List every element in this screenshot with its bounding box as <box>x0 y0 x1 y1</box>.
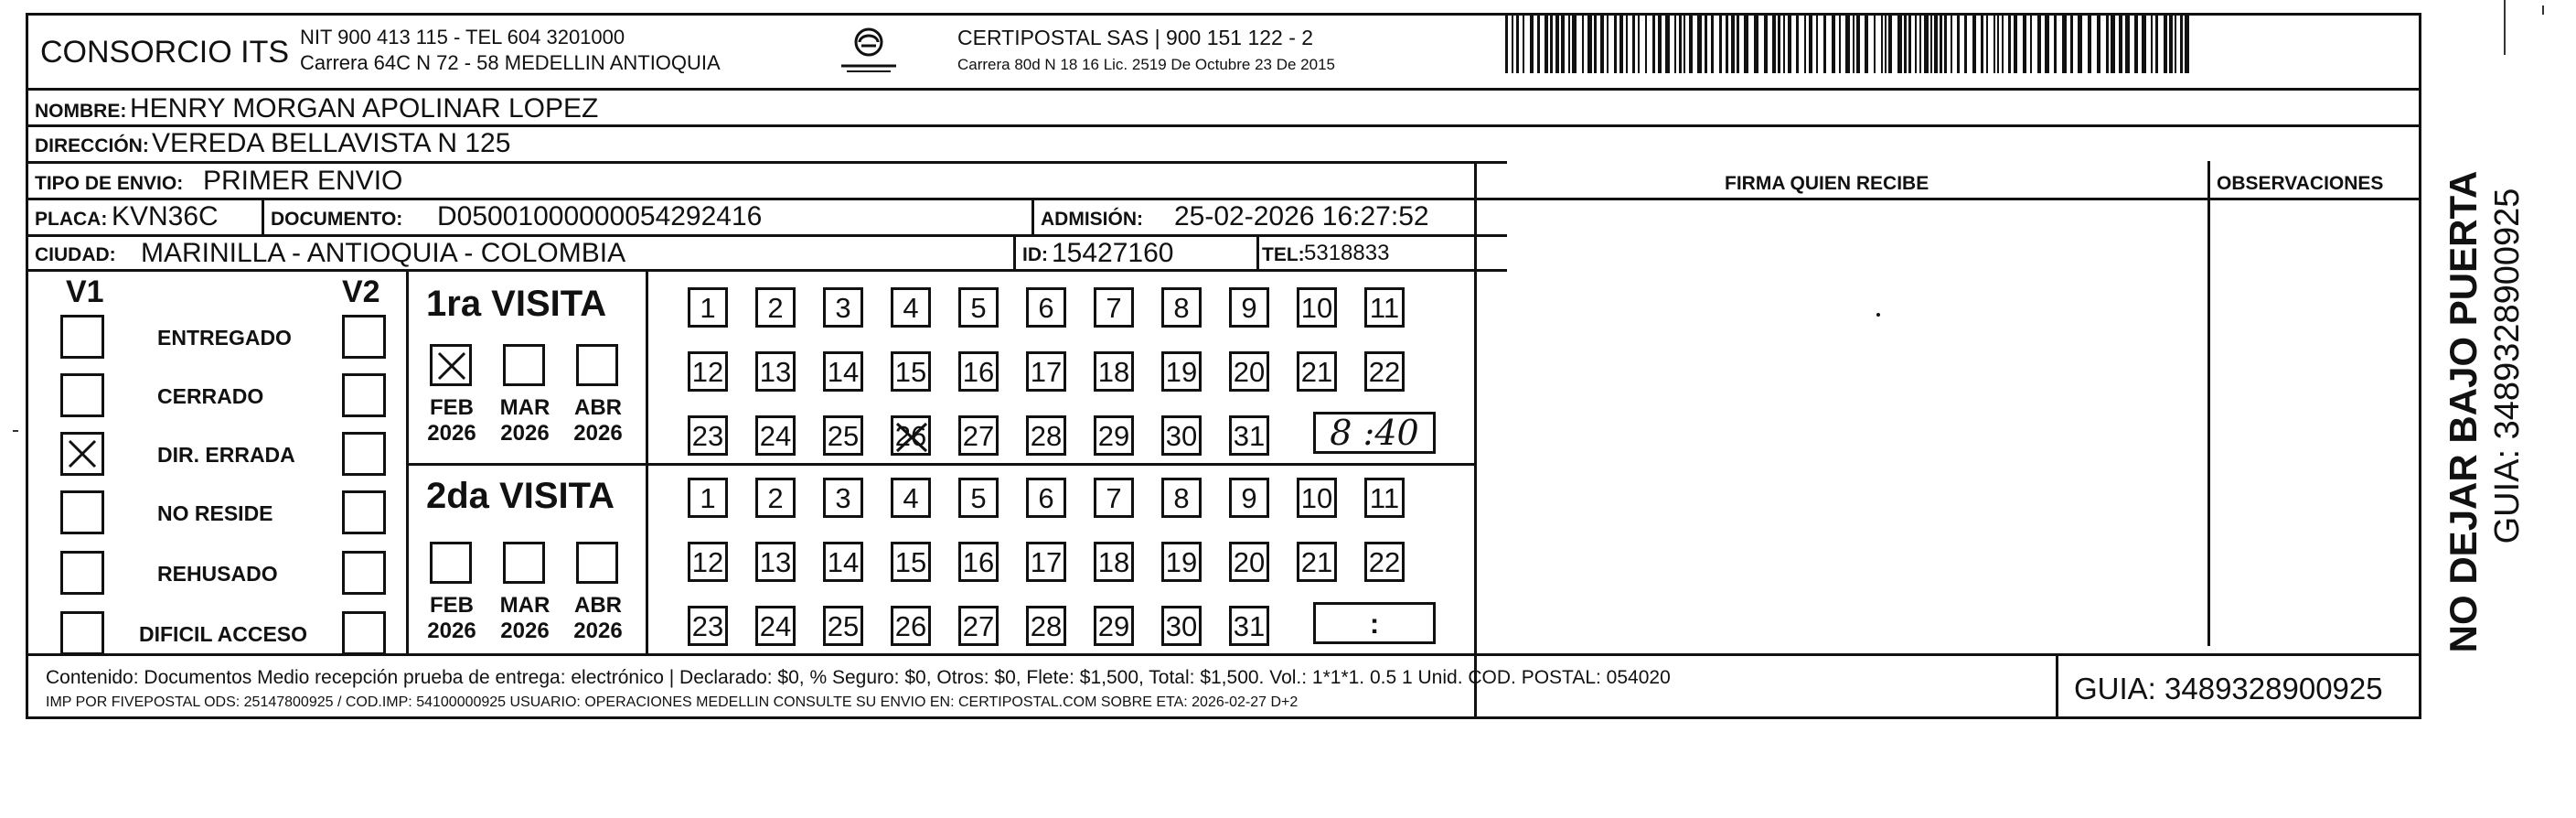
barcode-bar <box>1957 13 1960 73</box>
day-box[interactable]: 15 <box>891 351 931 392</box>
status-label: DIFICIL ACCESO <box>139 622 308 646</box>
day-box[interactable]: 12 <box>688 351 728 392</box>
v2-header: V2 <box>342 274 380 309</box>
barcode-bar <box>2037 13 2041 73</box>
day-box[interactable]: 11 <box>1364 478 1405 518</box>
admision-value: 25-02-2026 16:27:52 <box>1174 201 1429 231</box>
day-box[interactable]: 6 <box>1026 287 1066 328</box>
barcode-bar <box>1537 13 1540 73</box>
barcode-bar <box>1555 13 1559 73</box>
barcode-bar <box>1505 13 1508 73</box>
day-box[interactable]: 18 <box>1094 542 1134 582</box>
barcode-bar <box>1919 13 1921 73</box>
day-box[interactable]: 11 <box>1364 287 1405 328</box>
scan-mark <box>2542 5 2544 15</box>
barcode-bar <box>2023 13 2026 73</box>
id-label: ID: <box>1022 244 1048 265</box>
day-box[interactable]: 2 <box>755 287 796 328</box>
barcode-bar <box>1697 13 1702 73</box>
col-line <box>646 269 648 653</box>
barcode-bar <box>1964 13 1967 73</box>
barcode-bar <box>1568 13 1570 73</box>
barcode-bar <box>1587 13 1592 73</box>
barcode-bar <box>1550 13 1553 73</box>
status-label: ENTREGADO <box>157 326 292 350</box>
barcode-bar <box>1582 13 1584 73</box>
barcode-bar <box>2014 13 2017 73</box>
barcode-bar <box>2142 13 2146 73</box>
day-box[interactable]: 28 <box>1026 415 1066 456</box>
day-box[interactable]: 13 <box>755 351 796 392</box>
v1-checkbox[interactable] <box>60 315 104 359</box>
day-box[interactable]: 10 <box>1297 478 1337 518</box>
certipostal-line2: Carrera 80d N 18 16 Lic. 2519 De Octubre 23 De 2015 <box>957 56 1335 73</box>
day-box[interactable]: 22 <box>1364 351 1405 392</box>
id-value: 15427160 <box>1052 238 1174 268</box>
barcode-bar <box>1951 13 1952 73</box>
direccion-label: DIRECCIÓN: <box>35 135 149 156</box>
day-box[interactable]: 31 <box>1229 415 1269 456</box>
month-year: 2026 <box>500 421 550 446</box>
barcode-bar <box>1705 13 1707 73</box>
v2-checkbox[interactable] <box>342 490 386 534</box>
barcode-bar <box>2097 13 2100 73</box>
day-box[interactable]: 29 <box>1094 606 1134 646</box>
month-name: ABR <box>574 593 622 618</box>
documento-value: D05001000000054292416 <box>437 201 763 231</box>
nombre-label: NOMBRE: <box>35 101 127 122</box>
day-box[interactable]: 26 <box>891 415 931 456</box>
nombre-value: HENRY MORGAN APOLINAR LOPEZ <box>130 93 599 124</box>
v1-checkbox[interactable] <box>60 611 104 655</box>
barcode-bar <box>1881 13 1883 73</box>
day-box[interactable]: 24 <box>755 606 796 646</box>
day-box[interactable]: 14 <box>823 542 863 582</box>
barcode-bar <box>2002 13 2004 73</box>
v1-checkbox[interactable] <box>60 432 104 476</box>
day-box[interactable]: 26 <box>891 606 931 646</box>
barcode-bar <box>1853 13 1855 73</box>
placa-label: PLACA: <box>35 209 108 230</box>
barcode-bar <box>2180 13 2183 73</box>
row-line <box>26 124 2421 127</box>
barcode-bar <box>1523 13 1524 73</box>
day-box[interactable]: 30 <box>1161 606 1202 646</box>
col-line <box>406 269 409 653</box>
barcode-bar <box>2169 13 2173 73</box>
day-box[interactable]: 1 <box>688 287 728 328</box>
firma-header: FIRMA QUIEN RECIBE <box>1725 173 1929 194</box>
barcode-bar <box>1626 13 1628 73</box>
barcode-bar <box>1754 13 1758 73</box>
barcode-bar <box>1924 13 1929 73</box>
barcode-bar <box>2111 13 2115 73</box>
barcode-bar <box>1940 13 1942 73</box>
admision-label: ADMISIÓN: <box>1041 209 1143 230</box>
direccion-value: VEREDA BELLAVISTA N 125 <box>152 128 511 158</box>
barcode-bar <box>1561 13 1565 73</box>
barcode-bar <box>1512 13 1513 73</box>
barcode-bar <box>1737 13 1739 73</box>
day-box[interactable]: 13 <box>755 542 796 582</box>
day-box[interactable]: 28 <box>1026 606 1066 646</box>
row-line <box>26 198 1507 200</box>
day-box[interactable]: 7 <box>1094 478 1134 518</box>
barcode-bar <box>2151 13 2153 73</box>
ciudad-label: CIUDAD: <box>35 244 116 265</box>
month-year: 2026 <box>427 619 476 643</box>
month-year: 2026 <box>573 421 623 446</box>
barcode-bar <box>1796 13 1799 73</box>
visit1-title: 1ra VISITA <box>426 284 607 324</box>
visit1-time-box[interactable]: 8 :40 <box>1313 412 1436 454</box>
barcode-bar <box>1783 13 1785 73</box>
barcode-bar <box>1614 13 1617 73</box>
day-box[interactable]: 23 <box>688 606 728 646</box>
barcode-bar <box>1788 13 1791 73</box>
day-box[interactable]: 18 <box>1094 351 1134 392</box>
barcode-bar <box>1993 13 1995 73</box>
barcode-bar <box>2008 13 2011 73</box>
certipostal-logo <box>839 26 898 75</box>
barcode-bar <box>1832 13 1835 73</box>
barcode-bar <box>1638 13 1640 73</box>
col-line <box>1256 234 1259 269</box>
scan-mark <box>13 430 18 432</box>
barcode-bar <box>1986 13 1988 73</box>
footer-guia: GUIA: 3489328900925 <box>2074 672 2383 705</box>
signature-dot <box>1876 313 1880 317</box>
day-box[interactable]: 21 <box>1297 542 1337 582</box>
month-checkbox[interactable] <box>503 542 545 584</box>
day-box[interactable]: 9 <box>1229 478 1269 518</box>
day-box[interactable]: 4 <box>891 287 931 328</box>
month-name: MAR <box>499 593 550 618</box>
barcode-bar <box>2125 13 2130 73</box>
day-box[interactable]: 23 <box>688 415 728 456</box>
barcode-bar <box>1594 13 1597 73</box>
barcode-bar <box>2062 13 2067 73</box>
v1-checkbox[interactable] <box>60 490 104 534</box>
day-mark <box>893 418 930 455</box>
month-year: 2026 <box>500 619 550 643</box>
day-box[interactable]: 30 <box>1161 415 1202 456</box>
barcode-bar <box>1731 13 1735 73</box>
col-line <box>2207 161 2210 646</box>
barcode-bar <box>1856 13 1860 73</box>
side-guia: GUIA: 3489328900925 <box>2488 188 2527 544</box>
day-box[interactable]: 20 <box>1229 351 1269 392</box>
barcode-bar <box>2134 13 2138 73</box>
barcode-bar <box>1726 13 1728 73</box>
v2-checkbox[interactable] <box>342 315 386 359</box>
v1-checkbox[interactable] <box>60 551 104 595</box>
month-checkbox[interactable] <box>430 344 472 386</box>
barcode-bar <box>1665 13 1670 73</box>
footer-line1: Contenido: Documentos Medio recepción prueba de entrega: electrónico | Declarado: $0, % Seguro: $0, Otros: $0, Flete: $1,500, Total: $1,500. Vol.: 1*1*1. 0.5 1 Unid. COD. POSTAL: 054020 <box>46 667 1671 688</box>
barcode-bar <box>1997 13 1999 73</box>
row-line <box>26 234 1507 237</box>
day-box[interactable]: 9 <box>1229 287 1269 328</box>
day-box[interactable]: 12 <box>688 542 728 582</box>
barcode-bar <box>2164 13 2167 73</box>
day-box[interactable]: 8 <box>1161 287 1202 328</box>
status-label: NO RESIDE <box>157 501 273 525</box>
day-box[interactable]: 21 <box>1297 351 1337 392</box>
barcode-bar <box>1645 13 1647 73</box>
month-year: 2026 <box>573 619 623 643</box>
barcode-bar <box>1683 13 1685 73</box>
barcode-bar <box>1885 13 1887 73</box>
day-box[interactable]: 8 <box>1161 478 1202 518</box>
day-box[interactable]: 29 <box>1094 415 1134 456</box>
v2-checkbox[interactable] <box>342 373 386 417</box>
barcode-bar <box>1658 13 1662 73</box>
v2-checkbox[interactable] <box>342 611 386 655</box>
barcode-bar <box>1904 13 1907 73</box>
barcode-bar <box>1600 13 1604 73</box>
month-checkbox[interactable] <box>503 344 545 386</box>
day-box[interactable]: 10 <box>1297 287 1337 328</box>
barcode-bar <box>2070 13 2073 73</box>
col-line <box>262 198 264 234</box>
day-box[interactable]: 5 <box>958 287 999 328</box>
day-box[interactable]: 15 <box>891 542 931 582</box>
barcode-bar <box>1545 13 1548 73</box>
row-line <box>26 269 1507 272</box>
barcode <box>1505 13 2200 81</box>
month-checkbox[interactable] <box>430 542 472 584</box>
tel-value: 5318833 <box>1304 241 1390 265</box>
row-line <box>26 161 1507 164</box>
day-box[interactable]: 6 <box>1026 478 1066 518</box>
barcode-bar <box>1674 13 1676 73</box>
month-year: 2026 <box>427 421 476 446</box>
day-box[interactable]: 19 <box>1161 351 1202 392</box>
day-box[interactable]: 1 <box>688 478 728 518</box>
barcode-bar <box>1915 13 1917 73</box>
month-checkbox[interactable] <box>576 542 618 584</box>
status-label: CERRADO <box>157 384 264 408</box>
col-line <box>1474 161 1477 719</box>
company-line1: NIT 900 413 115 - TEL 604 3201000 <box>300 26 625 48</box>
visit2-title: 2da VISITA <box>426 476 615 516</box>
barcode-bar <box>1744 13 1748 73</box>
footer-line2: IMP POR FIVEPOSTAL ODS: 25147800925 / COD.IMP: 54100000925 USUARIO: OPERACIONES MEDELLIN CONSULTE SU ENVIO EN: CERTIPOSTAL.COM SOBRE ETA: 2026-02-27 D+2 <box>46 694 1299 710</box>
placa-value: KVN36C <box>112 201 219 231</box>
barcode-bar <box>1689 13 1693 73</box>
barcode-bar <box>1809 13 1812 73</box>
barcode-bar <box>2045 13 2049 73</box>
barcode-bar <box>2106 13 2109 73</box>
day-box[interactable]: 16 <box>958 351 999 392</box>
tipo-envio-value: PRIMER ENVIO <box>203 166 403 196</box>
barcode-bar <box>2119 13 2122 73</box>
barcode-bar <box>1930 13 1932 73</box>
col-line <box>2056 653 2058 719</box>
col-line <box>1013 234 1016 269</box>
day-box[interactable]: 2 <box>755 478 796 518</box>
day-box[interactable]: 24 <box>755 415 796 456</box>
scan-mark <box>2504 0 2506 55</box>
barcode-bar <box>1778 13 1780 73</box>
day-box[interactable]: 3 <box>823 478 863 518</box>
month-name: ABR <box>574 395 622 420</box>
status-label: DIR. ERRADA <box>157 443 295 467</box>
ciudad-value: MARINILLA - ANTIOQUIA - COLOMBIA <box>141 238 626 268</box>
day-box[interactable]: 3 <box>823 287 863 328</box>
barcode-bar <box>1888 13 1892 73</box>
barcode-bar <box>1874 13 1876 73</box>
barcode-bar <box>2078 13 2082 73</box>
col-line <box>1031 198 1034 234</box>
day-box[interactable]: 17 <box>1026 351 1066 392</box>
v2-checkbox[interactable] <box>342 432 386 476</box>
day-box[interactable]: 5 <box>958 478 999 518</box>
barcode-bar <box>1764 13 1768 73</box>
v1-checkbox[interactable] <box>60 373 104 417</box>
barcode-bar <box>1607 13 1609 73</box>
day-box[interactable]: 25 <box>823 606 863 646</box>
day-box[interactable]: 31 <box>1229 606 1269 646</box>
barcode-bar <box>2175 13 2176 73</box>
barcode-bar <box>2155 13 2158 73</box>
barcode-bar <box>1679 13 1682 73</box>
day-box[interactable]: 25 <box>823 415 863 456</box>
barcode-bar <box>1719 13 1722 73</box>
day-box[interactable]: 27 <box>958 415 999 456</box>
month-name: FEB <box>430 395 474 420</box>
visit2-time-box[interactable]: : <box>1313 602 1436 644</box>
barcode-bar <box>1908 13 1911 73</box>
company-line2: Carrera 64C N 72 - 58 MEDELLIN ANTIOQUIA <box>300 51 721 74</box>
certipostal-line1: CERTIPOSTAL SAS | 900 151 122 - 2 <box>957 26 1314 49</box>
barcode-bar <box>1865 13 1868 73</box>
company-name: CONSORCIO ITS <box>40 35 290 70</box>
month-name: FEB <box>430 593 474 618</box>
barcode-bar <box>1972 13 1976 73</box>
barcode-bar <box>1944 13 1947 73</box>
tel-label: TEL: <box>1262 244 1305 265</box>
documento-label: DOCUMENTO: <box>271 209 403 230</box>
barcode-bar <box>1516 13 1519 73</box>
barcode-bar <box>1804 13 1806 73</box>
day-box[interactable]: 20 <box>1229 542 1269 582</box>
barcode-bar <box>1934 13 1938 73</box>
barcode-bar <box>1652 13 1655 73</box>
barcode-bar <box>1711 13 1714 73</box>
day-box[interactable]: 19 <box>1161 542 1202 582</box>
row-line <box>26 653 2421 656</box>
day-box[interactable]: 4 <box>891 478 931 518</box>
month-name: MAR <box>499 395 550 420</box>
day-box[interactable]: 27 <box>958 606 999 646</box>
v1-header: V1 <box>66 274 104 309</box>
day-box[interactable]: 17 <box>1026 542 1066 582</box>
barcode-bar <box>1619 13 1623 73</box>
side-warning: NO DEJAR BAJO PUERTA <box>2442 170 2485 653</box>
status-label: REHUSADO <box>157 562 278 586</box>
tipo-envio-label: TIPO DE ENVIO: <box>35 173 184 194</box>
barcode-bar <box>1897 13 1902 73</box>
v2-checkbox[interactable] <box>342 551 386 595</box>
row-line <box>406 463 1474 466</box>
barcode-bar <box>1816 13 1818 73</box>
day-box[interactable]: 16 <box>958 542 999 582</box>
barcode-bar <box>2185 13 2189 73</box>
barcode-bar <box>1772 13 1776 73</box>
barcode-bar <box>2030 13 2032 73</box>
barcode-bar <box>2054 13 2057 73</box>
barcode-bar <box>2088 13 2091 73</box>
observaciones-header: OBSERVACIONES <box>2217 173 2384 194</box>
day-box[interactable]: 7 <box>1094 287 1134 328</box>
barcode-bar <box>1845 13 1850 73</box>
barcode-bar <box>1839 13 1841 73</box>
day-box[interactable]: 14 <box>823 351 863 392</box>
barcode-bar <box>1632 13 1635 73</box>
barcode-bar <box>1572 13 1577 73</box>
row-line <box>1474 198 2421 200</box>
barcode-bar <box>1823 13 1826 73</box>
barcode-bar <box>1530 13 1534 73</box>
barcode-bar <box>1981 13 1983 73</box>
day-box[interactable]: 22 <box>1364 542 1405 582</box>
month-checkbox[interactable] <box>576 344 618 386</box>
